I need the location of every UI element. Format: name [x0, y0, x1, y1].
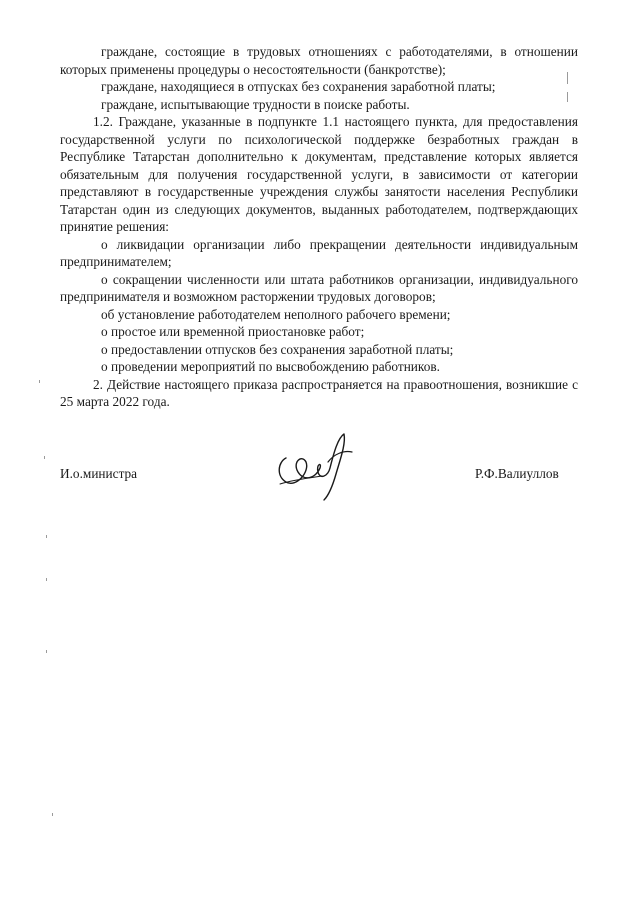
- list-item-release: о проведении мероприятий по высвобождению работников.: [101, 359, 440, 374]
- paragraph-unpaid-leave: граждане, находящиеся в отпусках без сохранения заработной платы;: [101, 79, 496, 94]
- handwritten-signature: [272, 432, 358, 502]
- list-item-liquidation: о ликвидации организации либо прекращении деятельности индивидуальным предпринимателем;: [60, 236, 578, 269]
- paragraph-2-effective-date: 2. Действие настоящего приказа распространяется на правоотношения, возникшие с 25 марта 2022 года.: [60, 376, 578, 409]
- paragraph-job-search: граждане, испытывающие трудности в поиске работы.: [101, 96, 410, 112]
- list-item-unpaid-leave: о предоставлении отпусков без сохранения заработной платы;: [101, 341, 454, 357]
- signer-position: И.о.министра: [60, 466, 138, 481]
- list-item-downtime: о простое или временной приостановке работ;: [101, 324, 365, 339]
- paragraph-1-2: 1.2. Граждане, указанные в подпункте 1.1 настоящего пункта, для предоставления государственной услуги по психологической поддержке безработных граждан в Республике Татарстан дополнительно к документам, представление которых является обязательным для получения государственной услуги, в зависимости от категории представляют в государственные учреждения службы занятости населения Республики Татарстан один из следующих документов, выданных работодателем, подтверждающих принятие решения:: [60, 114, 578, 234]
- document-body: [60, 43, 578, 411]
- list-item-reduction: о сокращении численности или штата работников организации, индивидуального предпринимателя и возможном расторжении трудовых договоров;: [60, 271, 578, 304]
- list-item-part-time: об установление работодателем неполного рабочего времени;: [101, 306, 451, 322]
- paragraph-employed-bankruptcy: граждане, состоящие в трудовых отношениях с работодателями, в отношении которых применены процедуры о несостоятельности (банкротстве);: [60, 44, 578, 77]
- signer-name: Р.Ф.Валиуллов: [475, 466, 559, 481]
